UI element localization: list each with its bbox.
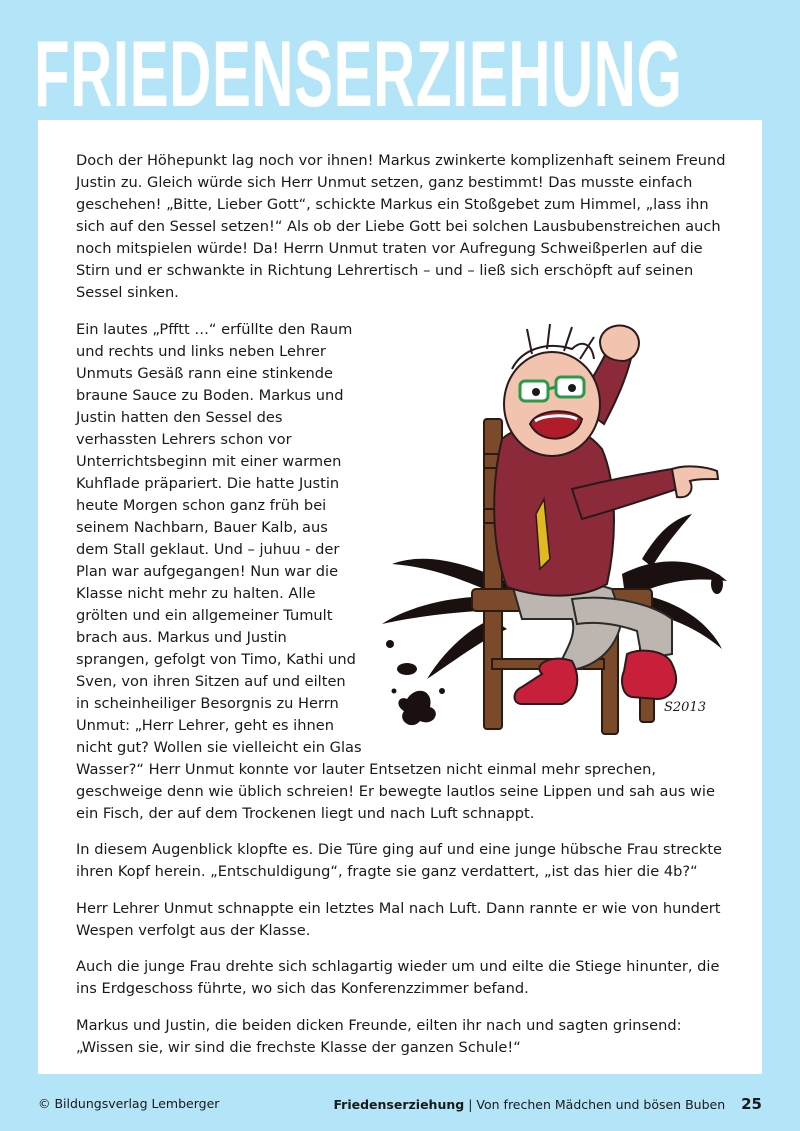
footer-copyright: © Bildungsverlag Lemberger — [38, 1096, 220, 1111]
story-paragraph: Markus und Justin, die beiden dicken Freunde, eilten ihr nach und sagten grinsend: „Wissen sie, wir sind die frechste Klasse der ganzen Schule!“ — [76, 1016, 682, 1056]
story-paragraph: Auch die junge Frau drehte sich schlagartig wieder um und eilte die Stiege hinunter, die ins Erdgeschoss führte, wo sich das Konferenzzimmer befand. — [76, 958, 720, 997]
story-paragraph: Herr Lehrer Unmut schnappte ein letztes Mal nach Luft. Dann rannte er wie von hundert Wespen verfolgt aus der Klasse. — [76, 899, 721, 939]
banner-title: FRIEDENSERZIEHUNG — [34, 21, 683, 126]
signature-text: S2013 — [664, 699, 706, 715]
teacher-head — [504, 324, 600, 456]
footer-divider: | — [468, 1097, 473, 1112]
footer-subtitle: Von frechen Mädchen und bösen Buben — [476, 1097, 726, 1112]
story-paragraph: Doch der Höhepunkt lag noch vor ihnen! Markus zwinkerte komplizenhaft seinem Freund Justin zu. Gleich würde sich Herr Unmut setzen, ganz bestimmt! Das musste einfach geschehen! „Bitte, Lieber Gott“, schickte Markus ein Stoßgebet zum Himmel, „lass ihn sich auf den Sessel setzen!“ Als ob der Liebe Gott bei solchen Lausbubenstreichen auch noch mitspielen würde! Da! Herrn Unmut traten vor Aufregung Schweißperlen auf die Stirn und er schwankte in Richtung Lehrertisch – und – ließ sich erschöpft auf seinen Sessel sinken. — [76, 152, 726, 301]
puddle — [392, 688, 446, 725]
page-number: 25 — [741, 1095, 762, 1113]
teacher-chair-illustration — [372, 319, 732, 751]
story-paragraph: Ein lautes „Pfftt …“ erfüllte den Raum und rechts und links neben Lehrer Unmuts Gesäß rann eine stinkende braune Sauce zu Boden. Markus und Justin hatten den Sessel des verhassten Lehrers schon vor Unterrichtsbeginn mit einer warmen Kuhflade präpariert. Die hatte Justin heute Morgen schon ganz früh bei seinem Nachbarn, Bauer Kalb, aus dem Stall geklaut. Und – juhuu - der Plan war aufgegangen! Nun war die Klasse nicht mehr zu halten. Alle grölten und ein allgemeiner Tumult brach aus. Markus und Justin sprangen, gefolgt von Timo, Kathi und Sven, von ihren Sitzen auf und eilten in scheinheiliger Besorgnis zu Herrn Unmut: „Herr Lehrer, geht es ihnen nicht gut? Wollen sie vielleicht ein Glas Wasser?“ Herr Unmut konnte vor lauter Entsetzen nicht einmal mehr sprechen, geschweige denn wie üblich schreien! Er bewegte lautlos seine Lippen und sah aus wie ein Fisch, der auf dem Trockenen liegt und nach Luft schnappt. — [76, 320, 715, 822]
page-footer — [38, 1092, 762, 1116]
story-paragraph: In diesem Augenblick klopfte es. Die Türe ging auf und eine junge hübsche Frau streckte ihren Kopf herein. „Entschuldigung“, fragte sie ganz verdattert, „ist das hier die 4b?“ — [76, 841, 723, 880]
footer-series — [333, 1092, 762, 1117]
footer-series-title: Friedenserziehung — [333, 1097, 465, 1112]
story-text — [76, 150, 728, 1073]
signature — [664, 700, 706, 715]
